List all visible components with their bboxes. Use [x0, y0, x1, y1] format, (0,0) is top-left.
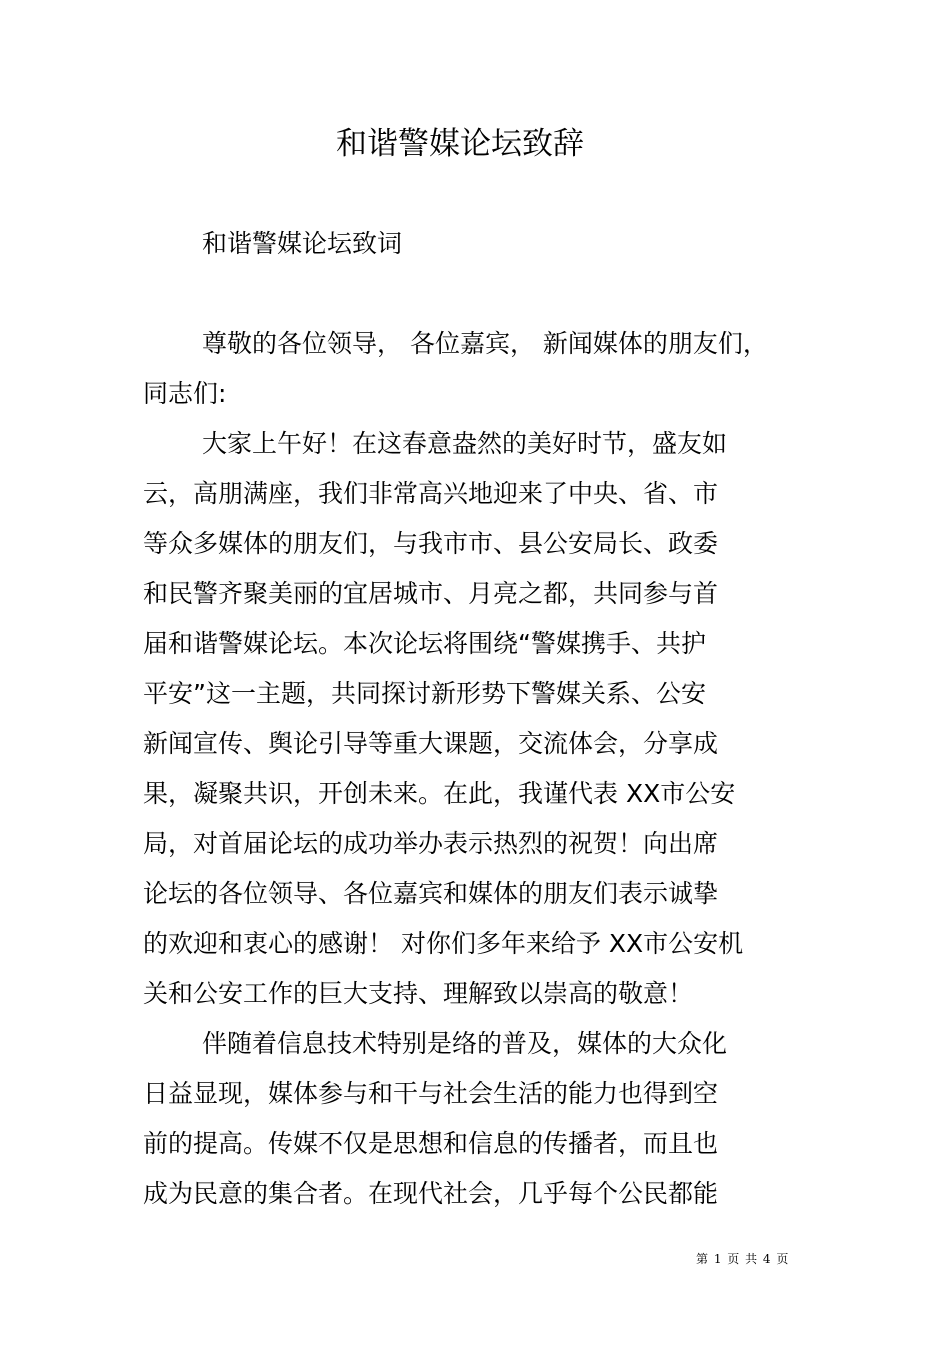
body-line: 局，对首届论坛的成功举办表示热烈的祝贺！向出席 [143, 829, 719, 858]
subtitle-line: 和谐警媒论坛致词 [202, 229, 403, 258]
body-line: 等众多媒体的朋友们，与我市市、县公安局长、政委 [143, 529, 719, 558]
body-line: 尊敬的各位领导， 各位嘉宾， 新闻媒体的朋友们， [202, 329, 768, 358]
body-line: 果，凝聚共识，开创未来。在此，我谨代表 XX市公安 [143, 779, 736, 808]
body-line: 论坛的各位领导、各位嘉宾和媒体的朋友们表示诚挚 [143, 879, 719, 908]
body-line: 成为民意的集合者。在现代社会，几乎每个公民都能 [143, 1179, 719, 1208]
body-line: 前的提高。传媒不仅是思想和信息的传播者，而且也 [143, 1129, 719, 1158]
body-line: 云，高朋满座，我们非常高兴地迎来了中央、省、市 [143, 479, 719, 508]
page-footer: 第 1 页 共 4 页 [696, 1252, 790, 1266]
body-line: 同志们: [143, 379, 227, 408]
body-line: 日益显现，媒体参与和干与社会生活的能力也得到空 [143, 1079, 719, 1108]
page-title: 和谐警媒论坛致辞 [336, 126, 584, 162]
body-line: 新闻宣传、舆论引导等重大课题，交流体会，分享成 [143, 729, 719, 758]
body-line: 大家上午好！在这春意盎然的美好时节，盛友如 [202, 429, 728, 458]
body-line: 关和公安工作的巨大支持、理解致以崇高的敬意！ [143, 979, 694, 1008]
body-line: 的欢迎和衷心的感谢！ 对你们多年来给予 XX市公安机 [143, 929, 744, 958]
body-line: 届和谐警媒论坛。本次论坛将围绕“警媒携手、共护 [143, 629, 706, 658]
body-line: 和民警齐聚美丽的宜居城市、月亮之都，共同参与首 [143, 579, 719, 608]
body-line: 平安”这一主题，共同探讨新形势下警媒关系、公安 [143, 679, 706, 708]
body-line: 伴随着信息技术特别是络的普及，媒体的大众化 [202, 1029, 728, 1058]
